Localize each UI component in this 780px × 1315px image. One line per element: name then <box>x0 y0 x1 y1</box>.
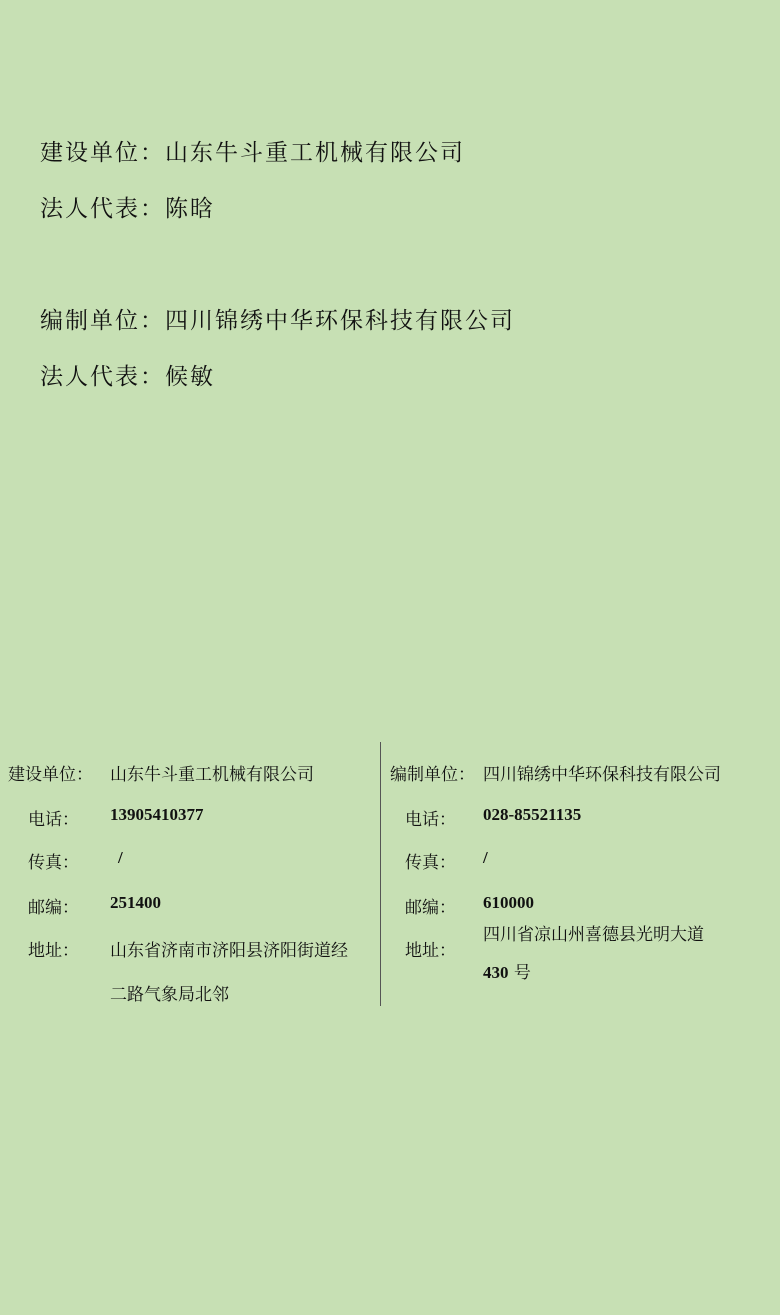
left-fax-label: 传真： <box>28 853 79 873</box>
compiler-name: 四川锦绣中华环保科技有限公司 <box>165 308 515 334</box>
right-unit-value: 四川锦绣中华环保科技有限公司 <box>483 765 721 785</box>
right-postcode-label: 邮编： <box>405 898 456 918</box>
left-fax-value: / <box>118 848 123 867</box>
right-address-suffix: 号 <box>508 963 531 983</box>
left-phone-value: 13905410377 <box>110 805 204 824</box>
right-unit-label: 编制单位： <box>390 765 475 785</box>
right-phone-value: 028-85521135 <box>483 805 582 824</box>
right-address-line1: 四川省凉山州喜德县光明大道 <box>483 925 704 945</box>
left-unit-label: 建设单位： <box>8 765 93 785</box>
right-phone-label: 电话： <box>405 810 456 830</box>
column-divider <box>380 742 381 1006</box>
contact-table <box>0 742 780 1008</box>
right-address-number: 430 <box>483 963 509 982</box>
left-unit-value: 山东牛斗重工机械有限公司 <box>110 765 314 785</box>
builder-line <box>40 134 465 167</box>
compiler-line <box>40 302 515 335</box>
right-address-label: 地址： <box>405 941 456 961</box>
builder-rep-label: 法人代表： <box>40 196 165 222</box>
right-fax-value: / <box>483 848 488 867</box>
builder-name: 山东牛斗重工机械有限公司 <box>165 140 465 166</box>
left-address-label: 地址： <box>28 941 79 961</box>
right-fax-label: 传真： <box>405 853 456 873</box>
right-address-line2 <box>483 958 531 983</box>
compiler-rep-name: 候敏 <box>165 364 215 390</box>
builder-rep-name: 陈晗 <box>165 196 215 222</box>
compiler-rep-label: 法人代表： <box>40 364 165 390</box>
compiler-label: 编制单位： <box>40 308 165 334</box>
left-postcode-label: 邮编： <box>28 898 79 918</box>
compiler-rep-line <box>40 358 215 391</box>
right-postcode-value: 610000 <box>483 893 534 912</box>
left-address-line1: 山东省济南市济阳县济阳街道经 <box>110 941 348 961</box>
left-address-line2: 二路气象局北邻 <box>110 985 229 1005</box>
builder-label: 建设单位： <box>40 140 165 166</box>
left-postcode-value: 251400 <box>110 893 161 912</box>
left-phone-label: 电话： <box>28 810 79 830</box>
builder-rep-line <box>40 190 215 223</box>
